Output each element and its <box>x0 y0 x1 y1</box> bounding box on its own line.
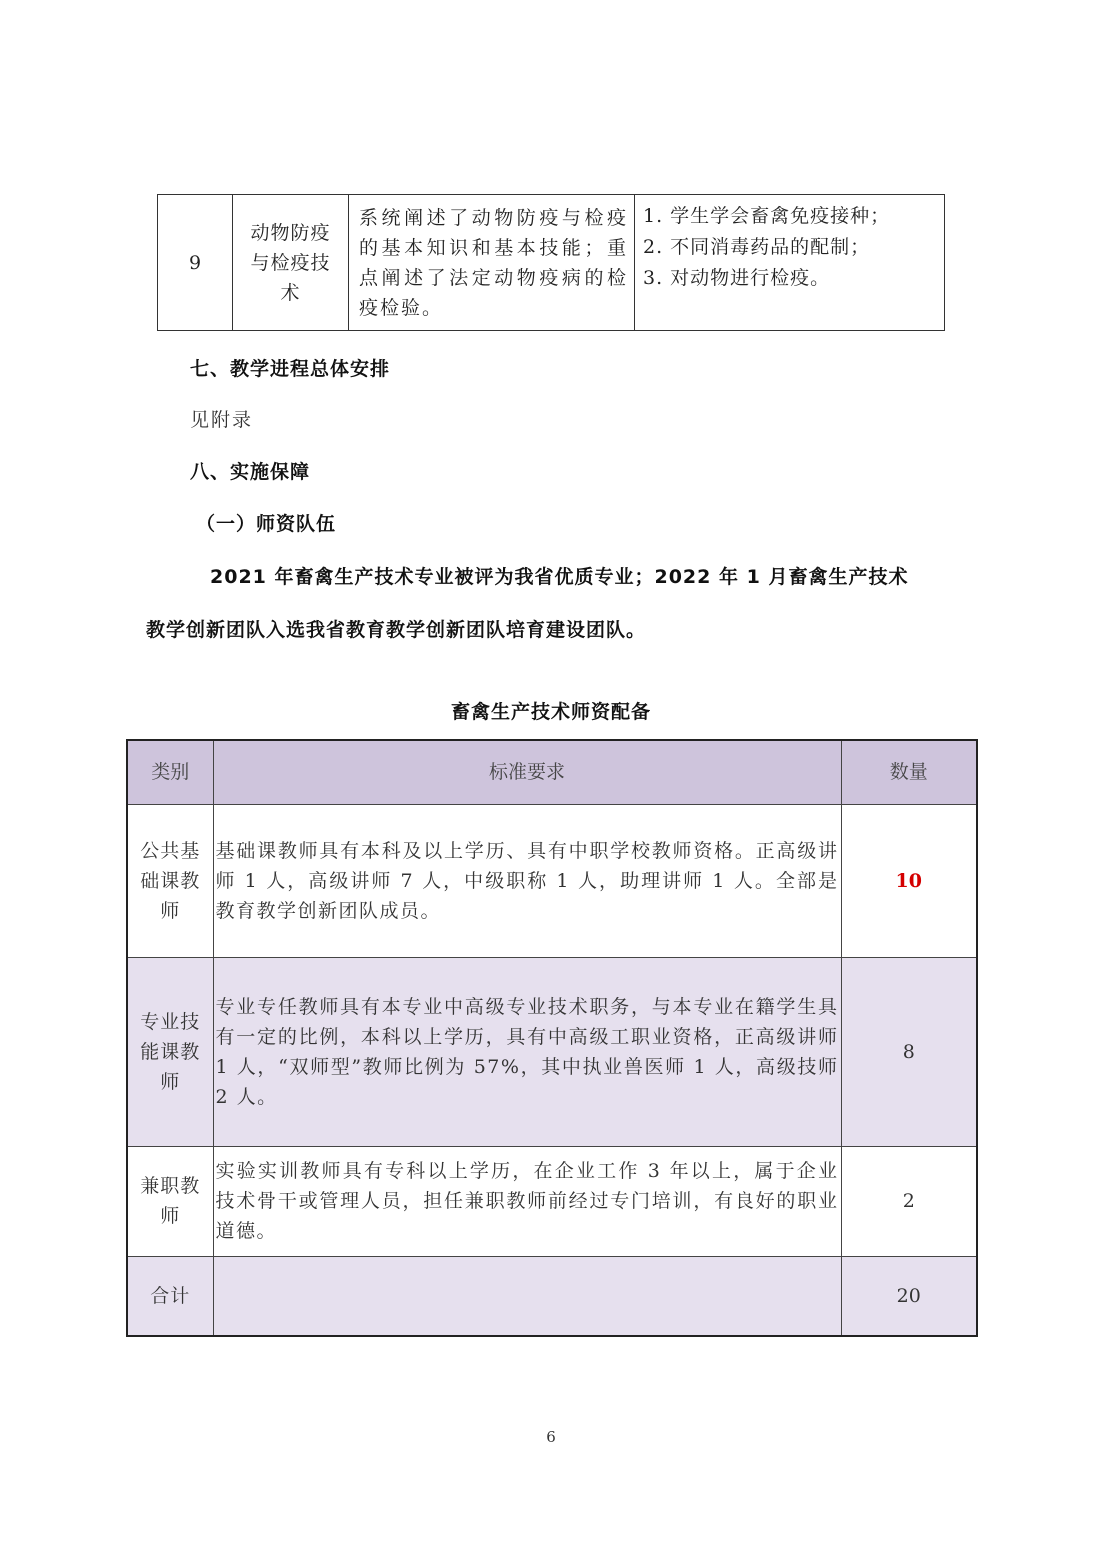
staff-table <box>126 739 978 1337</box>
skill-item: 3. 对动物进行检疫。 <box>643 267 831 289</box>
row-category: 合计 <box>127 1256 213 1336</box>
paragraph-line-1: 2021 年畜禽生产技术专业被评为我省优质专业；2022 年 1 月畜禽生产技术 <box>210 566 909 588</box>
header-category: 类别 <box>127 740 213 804</box>
course-name: 动物防疫与检疫技术 <box>233 195 349 331</box>
course-row <box>158 195 945 331</box>
table-row <box>127 804 977 957</box>
row-count: 8 <box>841 957 977 1146</box>
row-category: 公共基础课教师 <box>127 804 213 957</box>
section-7-text: 见附录 <box>190 409 254 431</box>
course-number: 9 <box>158 195 233 331</box>
row-count: 2 <box>841 1146 977 1256</box>
table-row <box>127 1146 977 1256</box>
header-requirement: 标准要求 <box>213 740 841 804</box>
table-row <box>127 957 977 1146</box>
table-row <box>127 1256 977 1336</box>
row-count: 20 <box>841 1256 977 1336</box>
page-number: 6 <box>546 1428 556 1446</box>
row-requirement: 实验实训教师具有专科以上学历，在企业工作 3 年以上，属于企业技术骨干或管理人员，担任兼职教师前经过专门培训，有良好的职业道德。 <box>213 1146 841 1256</box>
paragraph-line-2: 教学创新团队入选我省教育教学创新团队培育建设团队。 <box>146 619 647 641</box>
row-requirement: 专业专任教师具有本专业中高级专业技术职务，与本专业在籍学生具有一定的比例，本科以上学历，具有中高级工职业资格，正高级讲师 1 人，“双师型”教师比例为 57%，其中执业兽医师 1 人，高级技师 2 人。 <box>213 957 841 1146</box>
staff-header-row <box>127 740 977 804</box>
course-table <box>157 194 945 331</box>
section-7-heading: 七、教学进程总体安排 <box>190 358 391 380</box>
skill-item: 1. 学生学会畜禽免疫接种； <box>643 205 891 227</box>
course-description: 系统阐述了动物防疫与检疫的基本知识和基本技能；重点阐述了法定动物疫病的检疫检验。 <box>349 195 635 331</box>
section-8-subheading: （一）师资队伍 <box>196 513 337 535</box>
section-8-heading: 八、实施保障 <box>190 461 311 483</box>
row-requirement: 基础课教师具有本科及以上学历、具有中职学校教师资格。正高级讲师 1 人，高级讲师 7 人，中级职称 1 人，助理讲师 1 人。全部是教育教学创新团队成员。 <box>213 804 841 957</box>
row-category: 兼职教师 <box>127 1146 213 1256</box>
row-requirement <box>213 1256 841 1336</box>
staff-table-title: 畜禽生产技术师资配备 <box>450 701 651 723</box>
row-category: 专业技能课教师 <box>127 957 213 1146</box>
row-count: 10 <box>841 804 977 957</box>
header-count: 数量 <box>841 740 977 804</box>
course-skills <box>635 195 945 331</box>
skill-item: 2. 不同消毒药品的配制； <box>643 236 871 258</box>
